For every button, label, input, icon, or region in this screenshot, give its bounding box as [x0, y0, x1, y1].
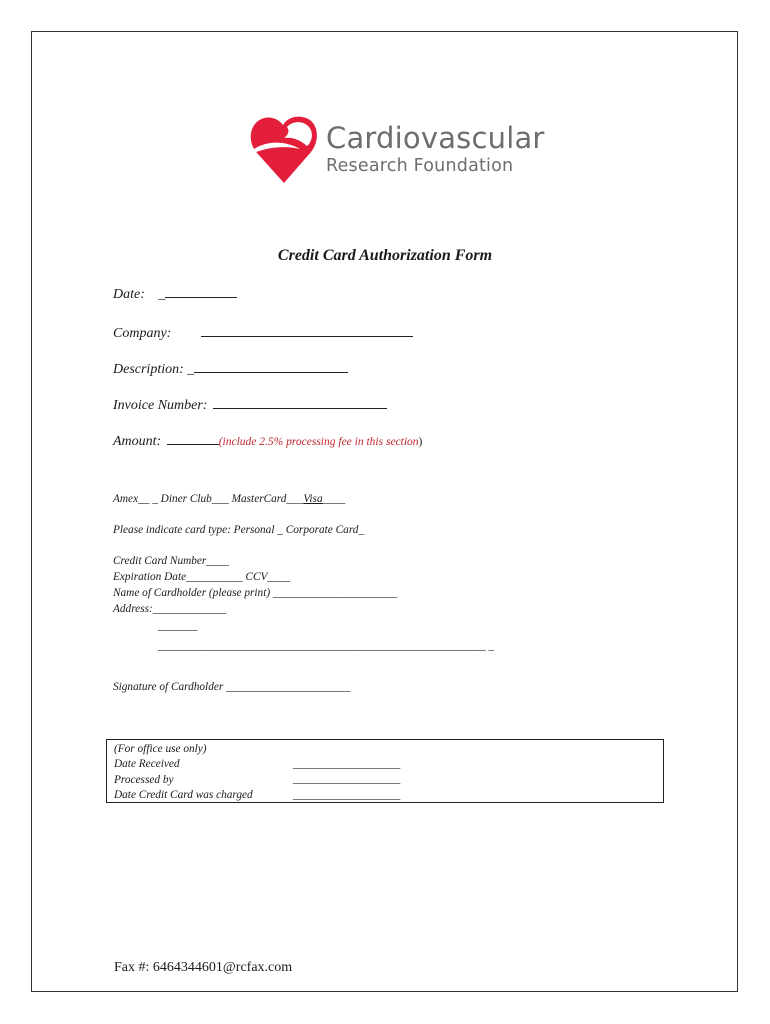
- processed-by-field[interactable]: ___________________: [293, 773, 401, 786]
- card-types-line: Amex__ _ Diner Club___ MasterCard___: [113, 493, 304, 505]
- office-heading: (For office use only): [114, 743, 207, 755]
- address-line-3: __________________________________________________________ _: [158, 640, 495, 652]
- amount-label: Amount:: [113, 434, 162, 449]
- cardholder-name-line: Name of Cardholder (please print) ______________________: [113, 587, 398, 599]
- date-row: [113, 287, 237, 303]
- invoice-field[interactable]: [213, 407, 387, 409]
- expiration-line: Expiration Date__________ CCV____: [113, 571, 290, 583]
- signature-line: Signature of Cardholder ______________________: [113, 681, 351, 693]
- company-row: [113, 326, 413, 342]
- amount-field[interactable]: [167, 443, 219, 445]
- company-field[interactable]: [201, 335, 413, 337]
- description-label: Description:: [113, 362, 184, 377]
- address-line-2: _______: [158, 620, 198, 632]
- date-charged-label: Date Credit Card was charged: [114, 788, 253, 801]
- date-charged-field[interactable]: ___________________: [293, 788, 401, 801]
- processed-by-label: Processed by: [114, 773, 174, 786]
- visa-suffix: ____: [322, 493, 346, 505]
- logo-line2: Research Foundation: [326, 156, 514, 176]
- cardiovascular-research-foundation-logo: [248, 113, 545, 185]
- logo-line1: Cardiovascular: [326, 121, 545, 155]
- address-line: Address:_____________: [113, 603, 227, 615]
- date-received-label: Date Received: [114, 758, 180, 771]
- card-number-line: Credit Card Number____: [113, 555, 229, 567]
- invoice-label: Invoice Number:: [113, 398, 208, 413]
- date-field[interactable]: [165, 296, 237, 298]
- form-title: Credit Card Authorization Form: [277, 247, 493, 264]
- date-label: Date:: [113, 287, 145, 302]
- amount-note-close: ): [418, 436, 423, 448]
- office-use-box: [106, 739, 664, 803]
- visa-label: Visa: [303, 493, 323, 505]
- card-types-row: [113, 493, 345, 505]
- description-field[interactable]: [194, 371, 348, 373]
- fax-number: Fax #: 6464344601@rcfax.com: [114, 960, 293, 975]
- amount-row: [113, 434, 422, 450]
- description-row: [113, 362, 348, 378]
- date-prefix: _: [158, 287, 166, 302]
- company-label: Company:: [113, 326, 172, 341]
- heart-logo-icon: [248, 113, 320, 185]
- description-prefix: _: [187, 362, 195, 377]
- office-blanks: [293, 757, 400, 803]
- amount-note: (include 2.5% processing fee in this section: [218, 436, 419, 448]
- date-received-field[interactable]: ___________________: [293, 758, 401, 770]
- office-labels: [114, 742, 253, 803]
- invoice-row: [113, 398, 387, 414]
- card-type-line: Please indicate card type: Personal _ Corporate Card_: [113, 524, 365, 536]
